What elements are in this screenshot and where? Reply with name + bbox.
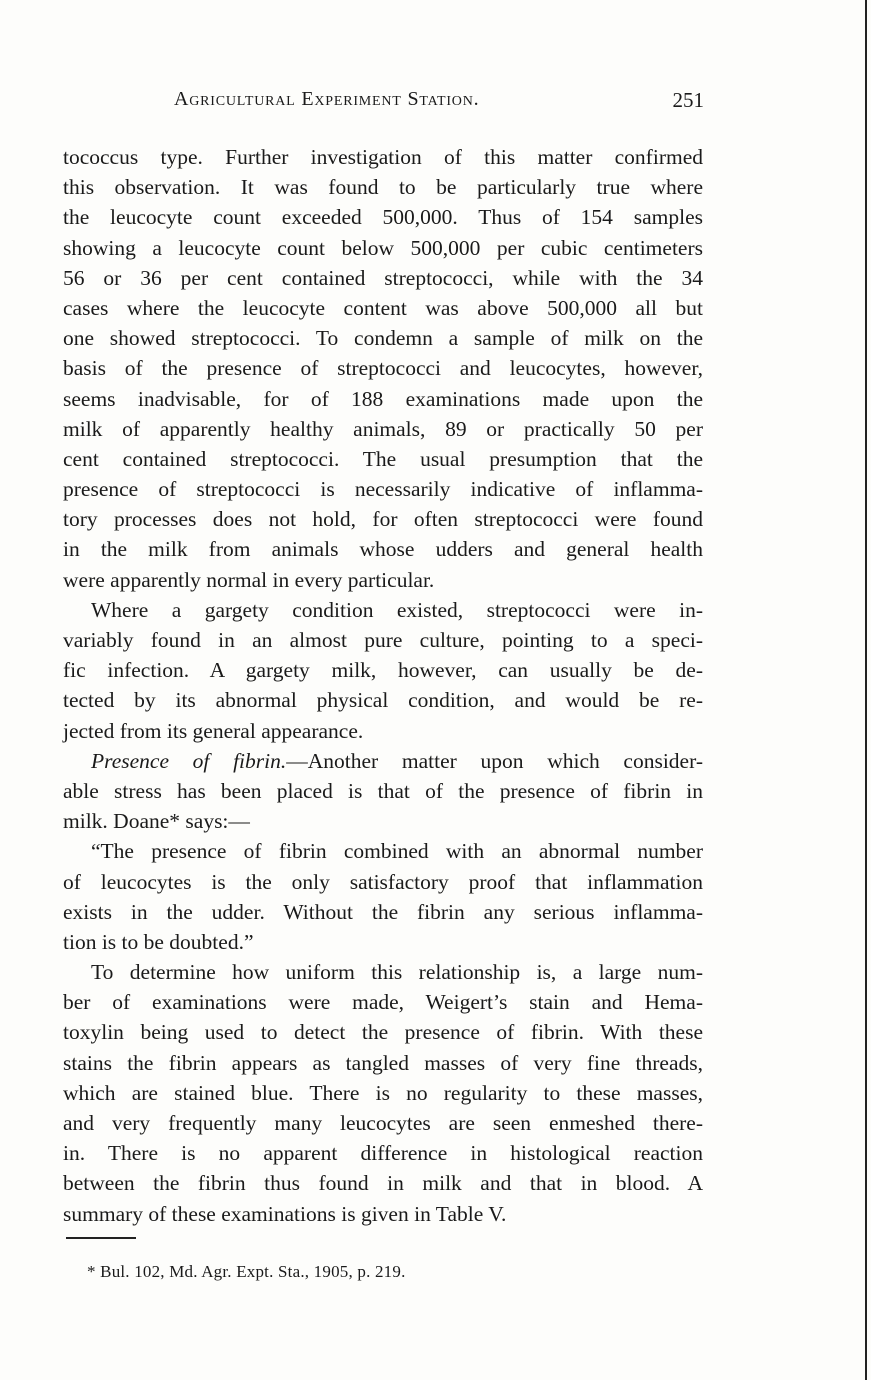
text-line: stains the fibrin appears as tangled masses of very fine threads,: [63, 1050, 703, 1075]
text-line: able stress has been placed is that of the presence of fibrin in: [63, 778, 703, 803]
text-line: which are stained blue. There is no regularity to these masses,: [63, 1080, 703, 1105]
text-line: basis of the presence of streptococci and leucocytes, however,: [63, 356, 703, 381]
footnote: * Bul. 102, Md. Agr. Expt. Sta., 1905, p. 219.: [87, 1262, 406, 1281]
text-line: seems inadvisable, for of 188 examinations made upon the: [63, 386, 703, 411]
running-head: Agricultural Experiment Station.: [174, 88, 480, 110]
footnote-divider: [66, 1237, 136, 1239]
paragraph-3: [63, 746, 703, 837]
heading-continuation: —Another matter upon which consider-: [286, 748, 703, 773]
text-line: in the milk from animals whose udders and general health: [63, 537, 703, 562]
text-line: Where a gargety condition existed, streptococci were in-: [91, 597, 703, 622]
text-line: tected by its abnormal physical condition, and would be re-: [63, 688, 703, 713]
text-line: were apparently normal in every particular.: [63, 567, 435, 592]
text-line: presence of streptococci is necessarily indicative of inflamma-: [63, 477, 703, 502]
paragraph-1: [63, 142, 703, 595]
paragraph-2: [63, 595, 703, 746]
text-line: “The presence of fibrin combined with an abnormal number: [91, 839, 703, 864]
text-line: of leucocytes is the only satisfactory proof that inflammation: [63, 869, 703, 894]
paragraph-5: [63, 957, 703, 1229]
quotation: [63, 836, 703, 957]
text-line: cent contained streptococci. The usual presumption that the: [63, 446, 703, 471]
text-line: between the fibrin thus found in milk and that in blood. A: [63, 1171, 703, 1196]
text-line: exists in the udder. Without the fibrin any serious inflamma-: [63, 899, 703, 924]
text-line: summary of these examinations is given in Table V.: [63, 1201, 507, 1226]
text-line: milk. Doane* says:—: [63, 809, 250, 834]
text-line: this observation. It was found to be particularly true where: [63, 175, 703, 200]
text-line: milk of apparently healthy animals, 89 or practically 50 per: [63, 416, 703, 441]
text-line: one showed streptococci. To condemn a sample of milk on the: [63, 326, 703, 351]
text-line: 56 or 36 per cent contained streptococci, while with the 34: [63, 265, 703, 290]
text-line: To determine how uniform this relationship is, a large num-: [91, 960, 703, 985]
text-line: ber of examinations were made, Weigert’s stain and Hema-: [63, 990, 703, 1015]
text-line: [63, 746, 703, 776]
text-line: in. There is no apparent difference in histological reaction: [63, 1141, 703, 1166]
text-line: the leucocyte count exceeded 500,000. Thus of 154 samples: [63, 205, 703, 230]
page-edge: [865, 0, 867, 1380]
text-line: jected from its general appearance.: [63, 718, 364, 743]
text-line: tory processes does not hold, for often streptococci were found: [63, 507, 703, 532]
text-line: fic infection. A gargety milk, however, can usually be de-: [63, 658, 703, 683]
page-number: 251: [672, 88, 704, 112]
page-header: [174, 88, 704, 118]
text-line: and very frequently many leucocytes are seen enmeshed there-: [63, 1111, 703, 1135]
text-line: toxylin being used to detect the presence of fibrin. With these: [63, 1020, 703, 1045]
text-line: tococcus type. Further investigation of this matter confirmed: [63, 145, 703, 169]
section-heading: Presence of fibrin.: [91, 748, 287, 773]
text-line: cases where the leucocyte content was above 500,000 all but: [63, 295, 703, 320]
text-line: tion is to be doubted.”: [63, 929, 254, 954]
text-line: showing a leucocyte count below 500,000 per cubic centimeters: [63, 235, 703, 260]
text-line: variably found in an almost pure culture, pointing to a speci-: [63, 628, 703, 652]
body-text: [63, 142, 703, 1229]
